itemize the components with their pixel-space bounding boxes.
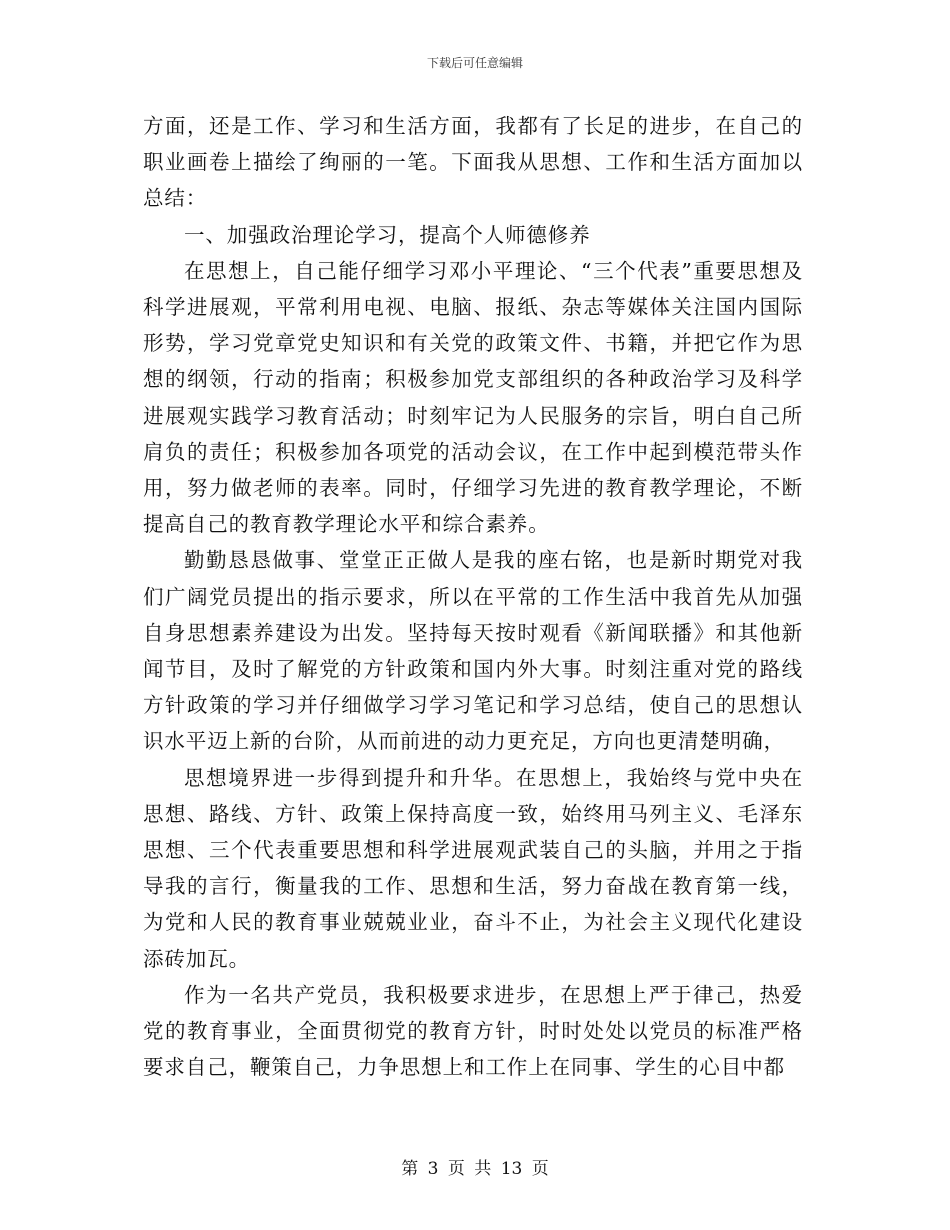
paragraph-motto: 勤勤恳恳做事、堂堂正正做人是我的座右铭，也是新时期党对我们广阔党员提出的指示要求，所以在平常的工作生活中我首先从加强自身思想素养建设为出发。坚持每天按时观看《新闻联播》和其他新闻节目，及时了解党的方针政策和国内外大事。时刻注重对党的路线方针政策的学习并仔细做学习学习笔记和学习总结，使自己的思想认识水平迈上新的台阶，从而前进的动力更充足，方向也更清楚明确，: [143, 548, 803, 754]
page-number: 第 3 页 共 13 页: [401, 1159, 549, 1179]
document-body: [143, 108, 803, 1085]
section-heading: 一、加强政治理论学习，提高个人师德修养: [184, 222, 591, 247]
paragraph-thought: 在思想上，自己能仔细学习邓小平理论、“三个代表”重要思想及科学进展观，平常利用电视、电脑、报纸、杂志等媒体关注国内国际形势，学习党章党史知识和有关党的政策文件、书籍，并把它作为思想的纲领，行动的指南；积极参加党支部组织的各种政治学习及科学进展观实践学习教育活动；时刻牢记为人民服务的宗旨，明白自己所肩负的责任；积极参加各项党的活动会议，在工作中起到模范带头作用，努力做老师的表率。同时，仔细学习先进的教育教学理论，不断提高自己的教育教学理论水平和综合素养。: [143, 258, 803, 537]
paragraph-ideology: 思想境界进一步得到提升和升华。在思想上，我始终与党中央在思想、路线、方针、政策上保持高度一致，始终用马列主义、毛泽东思想、三个代表重要思想和科学进展观武装自己的头脑，并用之于指导我的言行，衡量我的工作、思想和生活，努力奋战在教育第一线，为党和人民的教育事业兢兢业业，奋斗不止，为社会主义现代化建设添砖加瓦。: [143, 765, 803, 971]
paragraph-party-member: 作为一名共产党员，我积极要求进步，在思想上严于律己，热爱党的教育事业，全面贯彻党的教育方针，时时处处以党员的标准严格要求自己，鞭策自己，力争思想上和工作上在同事、学生的心目中都: [143, 982, 803, 1080]
page-header: 下载后可任意编辑: [426, 56, 523, 70]
paragraph-continuation: 方面，还是工作、学习和生活方面，我都有了长足的进步，在自己的职业画卷上描绘了绚丽的一笔。下面我从思想、工作和生活方面加以总结：: [143, 114, 803, 211]
